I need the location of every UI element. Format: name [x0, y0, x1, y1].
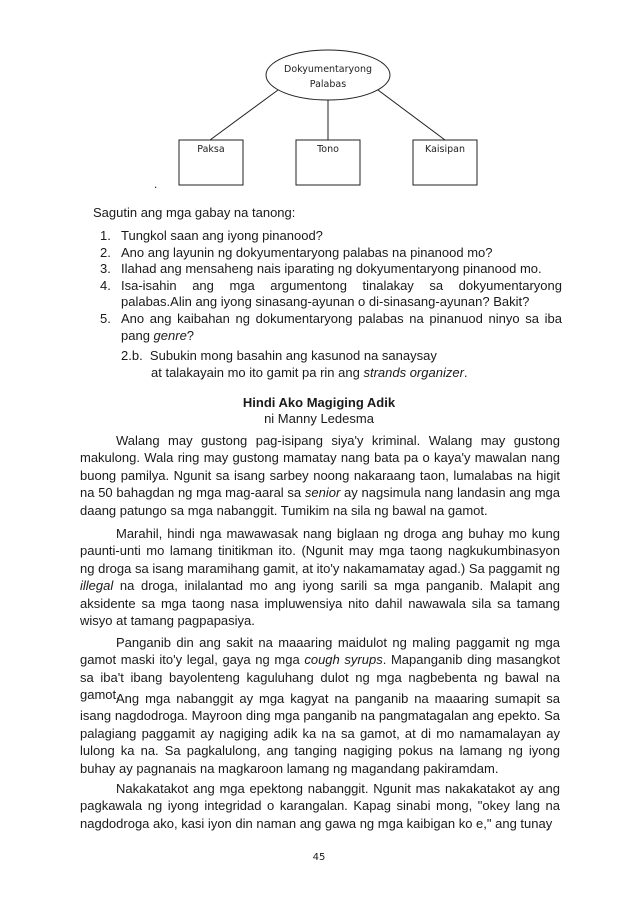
item-text-end: ? — [186, 327, 195, 343]
connector-paksa — [210, 90, 278, 140]
root-node-label-line1: Dokyumentaryong — [284, 64, 372, 75]
questions-title: Sagutin ang mga gabay na tanong: — [93, 205, 296, 220]
paragraph-italic: senior — [304, 485, 341, 501]
child-label-paksa: Paksa — [197, 144, 225, 155]
task-line2: at talakayain mo ito gamit pa rin ang — [151, 364, 364, 380]
page-number: 45 — [312, 852, 326, 863]
item-number: 2. — [100, 244, 111, 260]
paragraph-italic: illegal — [80, 578, 114, 594]
item-number: 3. — [100, 261, 111, 277]
essay-paragraph-4 — [80, 690, 560, 777]
paragraph-text: ay nagsimula nang landasin ang mga daang patungo sa mga nabanggit. Tumikim na sila ng bawal na gamot. — [80, 485, 561, 518]
list-item — [100, 311, 562, 344]
list-item — [100, 245, 562, 262]
task-line1: Subukin mong basahin ang kasunod na sanaysay — [149, 348, 437, 363]
paragraph-text: Marahil, hindi nga mawawasak nang biglaan ng droga ang buhay mo kung paunti-unti mo lamang tinitikman ito. (Ngunit may mga taong nagkukumbinasyon ng droga sa isang maramihang gamit, at ito'y nakamamatay agad.) Sa paggamit ng — [80, 526, 560, 576]
paragraph-text: Ang mga nabanggit ay mga kagyat na panganib na maaaring sumapit sa isang nagdodroga. Mayroon ding mga panganib na pangmatagalan ang epekto. Sa palagiang paggamit ay nagiging adik ka na sa gamot, at di mo namamalayan ay lulong ka na. Sa pagkalulong, ang tanging nagiging pokus na lamang ng iyong buhay ay pagnanais na magkaroon lamang ng magandang pakiramdam. — [80, 691, 560, 776]
item-text: Ano ang layunin ng dokyumentaryong palabas na pinanood mo? — [121, 244, 493, 260]
paragraph-text: Nakakatakot ang mga epektong nabanggit. Ngunit mas nakakatakot ay ang pagkawala ng iyong integridad o karangalan. Kapag sinabi mong, "okey lang na nagdodroga ako, kasi iyon din naman ang gawa ng mga kaibigan ko e," ang tunay — [80, 781, 560, 831]
list-item — [100, 261, 562, 278]
stray-dot: . — [154, 177, 158, 191]
item-number: 4. — [100, 277, 111, 293]
item-text: Tungkol saan ang iyong pinanood? — [121, 228, 323, 243]
paragraph-text: . Mapanganib ding masangkot sa iba't ibang bayolenteng kaguluhang dulot ng mga nagbebenta ng bawal na gamot. — [80, 652, 560, 703]
item-text-italic: genre — [153, 327, 187, 343]
essay-author: ni Manny Ledesma — [264, 411, 374, 426]
item-number: 5. — [100, 310, 111, 326]
list-item — [100, 278, 562, 311]
paragraph-italic: cough syrups — [304, 652, 383, 668]
item-number: 1. — [100, 228, 111, 243]
paragraph-text: Walang may gustong pag-isipang siya'y kriminal. Walang may gustong makulong. Wala ring may gustong mamatay nang bata pa o kaya'y mawalan nang buong pamilya. Ngunit sa isang sarbey noong nakaraang taon, lumalabas na higit na 50 bahagdan ng mga mag-aaral sa — [80, 433, 560, 501]
concept-diagram — [0, 0, 638, 200]
task-line2-end: . — [463, 364, 468, 380]
root-node — [266, 50, 390, 100]
task-line2-italic: strands organizer — [363, 364, 464, 380]
connector-kaisipan — [378, 90, 445, 140]
paragraph-text: na droga, inilalantad mo ang iyong sarili sa mga panganib. Malapit ang aksidente sa mga taong nasa impluwensiya nito dahil nawawala sila sa tamang wisyo at tamang pagpapasiya. — [80, 578, 560, 629]
child-label-kaisipan: Kaisipan — [425, 144, 465, 155]
essay-paragraph-1 — [80, 432, 560, 519]
essay-title: Hindi Ako Magiging Adik — [242, 395, 396, 410]
item-text: Ilahad ang mensaheng nais iparating ng dokyumentaryong pinanood mo. — [121, 261, 542, 277]
item-text: Ano ang kaibahan ng dokumentaryong palabas na pinanuod ninyo sa iba pang — [121, 310, 562, 343]
child-label-tono: Tono — [317, 144, 339, 155]
questions-list — [100, 228, 562, 344]
essay-paragraph-2 — [80, 525, 560, 629]
root-node-label-line2: Palabas — [309, 79, 347, 90]
list-item — [100, 228, 562, 245]
essay-paragraph-5 — [80, 780, 560, 832]
paragraph-text: Panganib din ang sakit na maaaring maidulot ng maling paggamit ng mga gamot maski ito'y legal, gaya ng mga — [80, 635, 560, 668]
task-label: 2.b. — [121, 348, 143, 363]
item-text: Isa-isahin ang mga argumentong tinalakay sa dokyumentaryong palabas.Alin ang iyong sinasang-ayunan o di-sinasang-ayunan? Bakit? — [121, 277, 562, 310]
task-instruction — [121, 348, 468, 381]
